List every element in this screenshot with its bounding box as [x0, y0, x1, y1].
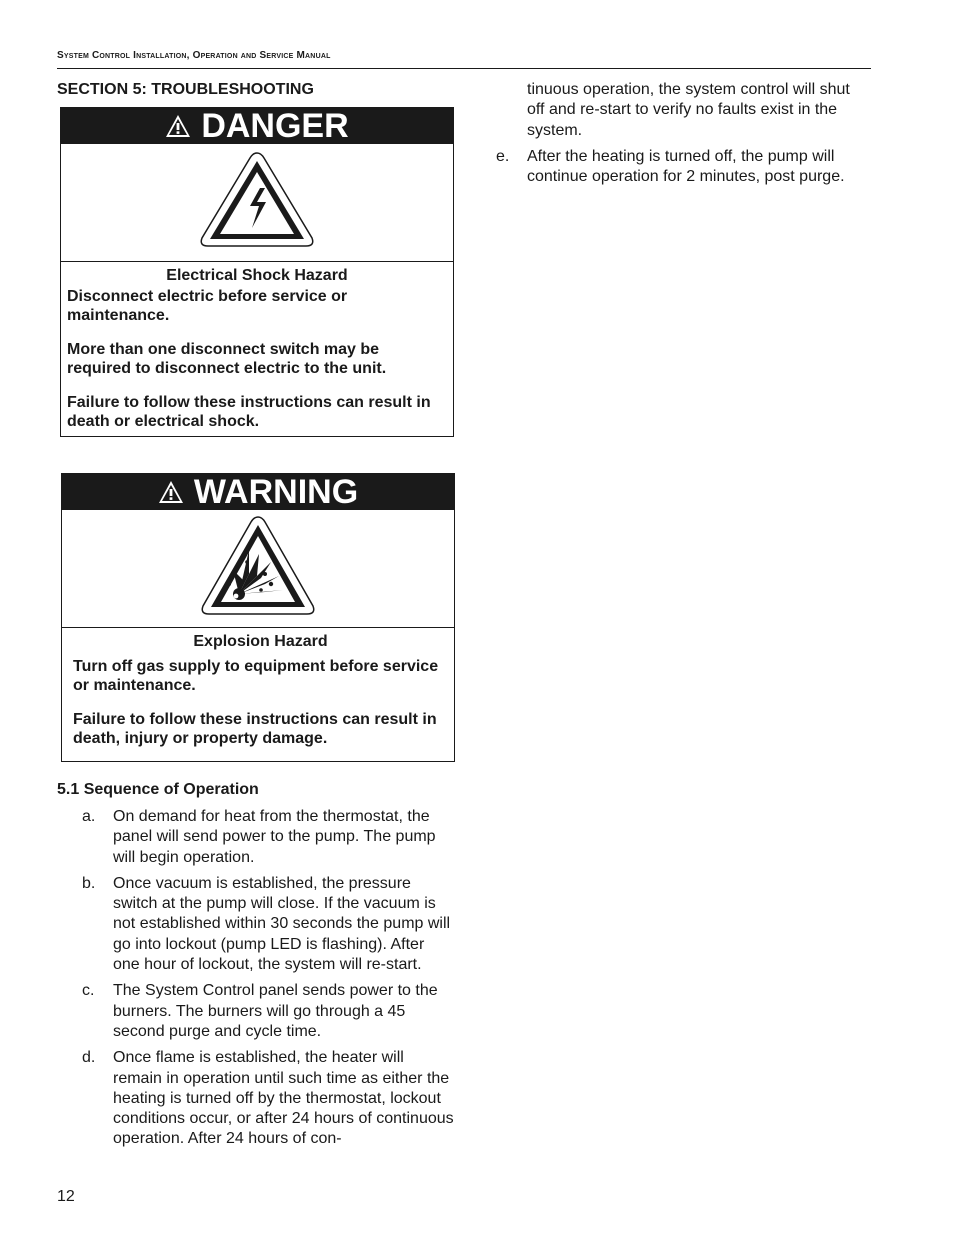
list-item-text: Once vacuum is established, the pressure switch at the pump will close. If the vacuum is not established within 30 seconds the pump will go into lockout (pump LED is flashing). After one hour of lockout, the system will re-start. [113, 874, 451, 974]
danger-line-1: Disconnect electric before service or maintenance. [67, 288, 348, 324]
warning-signal-word: WARNING [193, 472, 359, 511]
list-item [82, 807, 454, 868]
danger-line-2: More than one disconnect switch may be required to disconnect electric to the unit. [67, 341, 387, 377]
list-item-letter: a. [82, 808, 96, 825]
electrical-shock-hazard-icon [198, 150, 316, 255]
danger-header [61, 108, 453, 144]
list-item [82, 874, 454, 975]
warning-symbol-area [62, 510, 454, 628]
warning-header [62, 474, 454, 510]
list-item [82, 981, 454, 1042]
danger-signal-word: DANGER [201, 106, 349, 145]
explosion-hazard-icon [199, 514, 317, 623]
warning-text [62, 628, 454, 754]
list-item-text: The System Control panel sends power to the burners. The burners will go through a 45 second purge and cycle time. [113, 982, 438, 1040]
list-item-letter: b. [82, 874, 96, 892]
warning-safety-box [61, 473, 455, 762]
sequence-list [82, 807, 454, 1156]
danger-safety-box [60, 107, 454, 437]
list-item-text: Once flame is established, the heater will remain in operation until such time as either the heating is turned off by the thermostat, lockout conditions occur, or after 24 hours of continuous operation. After 24 hours of con- [113, 1049, 454, 1148]
list-item-letter: e. [496, 147, 510, 165]
list-item-text: After the heating is turned off, the pump will continue operation for 2 minutes, post purge. [527, 147, 845, 186]
sequence-list-continued [496, 80, 871, 193]
danger-text [61, 262, 453, 437]
subsection-title: 5.1 Sequence of Operation [57, 781, 259, 798]
warning-triangle-icon [165, 114, 191, 138]
warning-hazard-title: Explosion Hazard [193, 633, 328, 650]
list-item-text: On demand for heat from the thermostat, the panel will send power to the pump. The pump will begin operation. [113, 808, 436, 866]
danger-symbol-area [61, 144, 453, 262]
list-item-letter: c. [82, 982, 95, 1000]
list-item [496, 147, 871, 188]
danger-line-3: Failure to follow these instructions can result in death or electrical shock. [67, 394, 431, 430]
running-head: System Control Installation, Operation and Service Manual [57, 50, 331, 61]
warning-triangle-icon [158, 480, 184, 504]
danger-hazard-title: Electrical Shock Hazard [166, 267, 348, 284]
warning-line-1: Turn off gas supply to equipment before service or maintenance. [73, 658, 439, 694]
header-rule [57, 68, 871, 69]
section-title: SECTION 5: TROUBLESHOOTING [57, 81, 314, 98]
list-item-continuation: tinuous operation, the system control will shut off and re-start to verify no faults exist in the system. [527, 81, 850, 139]
list-item-letter: d. [82, 1049, 96, 1067]
warning-line-2: Failure to follow these instructions can result in death, injury or property damage. [73, 711, 437, 747]
page-number: 12 [57, 1188, 75, 1205]
list-item [82, 1048, 454, 1149]
